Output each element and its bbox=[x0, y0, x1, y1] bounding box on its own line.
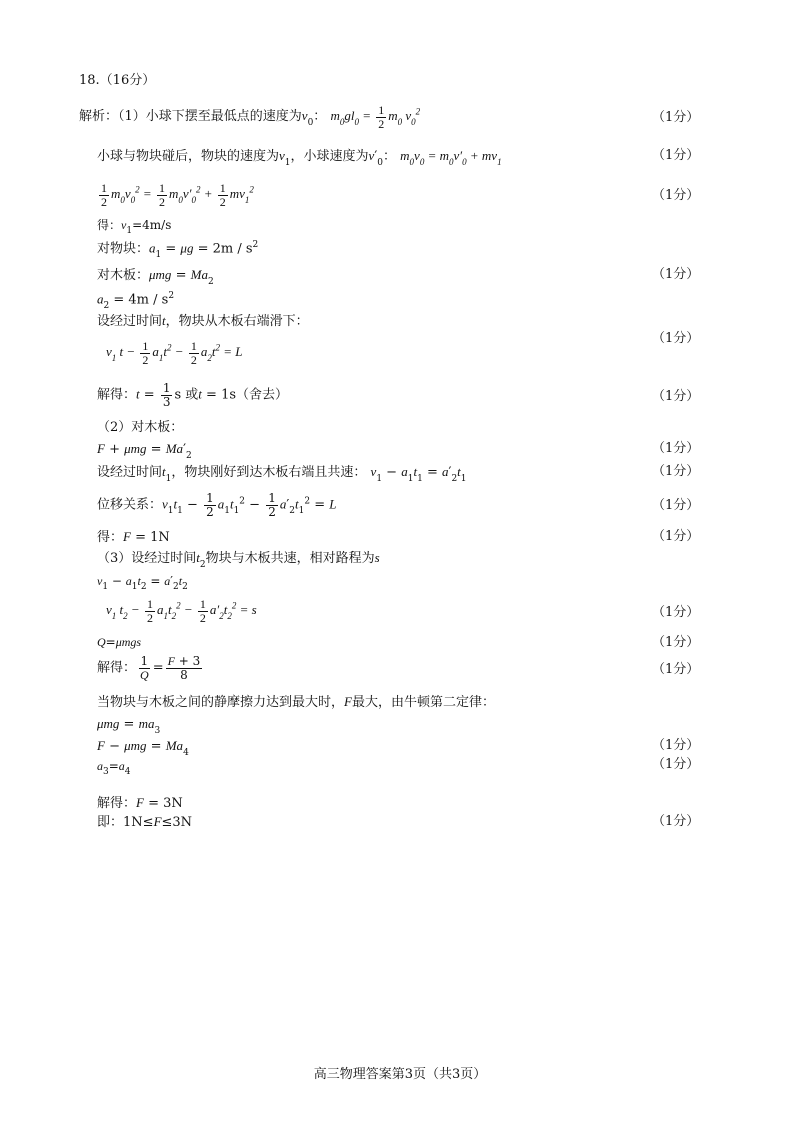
score-label: （1分） bbox=[652, 738, 700, 753]
score-label: （1分） bbox=[652, 267, 700, 282]
equation: $m_0v_0 = m_0v'_0 + mv_1$ bbox=[400, 148, 502, 167]
score-label: （1分） bbox=[652, 635, 700, 650]
solution-line-1: 解析：（1）小球下摆至最低点的速度为$v_0$： $m_0gl_0$ = $\frac{1}{2}$ $m_0$ $v_0^2$ bbox=[79, 103, 421, 131]
solution-line-2: 小球与物块碰后，物块的速度为$v_1$，小球速度为$v'_0$： $m_0v_0 = m_0v'_0 + mv_1$ bbox=[97, 148, 502, 168]
solution-line-26: 即：1N≤F≤3N bbox=[97, 814, 193, 830]
score-label: （1分） bbox=[652, 498, 700, 513]
score-label: （1分） bbox=[652, 148, 700, 163]
score-label: （1分） bbox=[652, 662, 700, 677]
solution-line-24: $a_3=a_4$ bbox=[97, 759, 131, 778]
score-label: （1分） bbox=[652, 757, 700, 772]
score-label: （1分） bbox=[652, 441, 700, 456]
solution-line-13: 设经过时间$t_1$，物块刚好到达木板右端且共速： $v_1 - a_1t_1 = a'_2t_1$ bbox=[97, 464, 467, 484]
score-label: （1分） bbox=[652, 814, 700, 829]
score-label: （1分） bbox=[652, 188, 700, 203]
solution-line-12: $F + \mu mg = Ma'_2$ bbox=[97, 441, 192, 461]
solution-line-18 bbox=[106, 598, 257, 624]
score-label: （1分） bbox=[652, 529, 700, 544]
solution-line-9 bbox=[106, 340, 242, 366]
equation: $v_1$ t − $\frac{1}{2}$ $a_1t^2$ − $\frac{1}{2}$ $a_2t^2 = L$ bbox=[106, 339, 243, 367]
solution-line-11: （2）对木板： bbox=[97, 420, 184, 435]
solution-line-19: Q=μmgs bbox=[97, 635, 142, 649]
score-label: （1分） bbox=[652, 331, 700, 346]
equation: $v_1$ $t_2$ − $\frac{1}{2}$ $a_1t_2^2$ − $\frac{1}{2}$ $a'_2t_2^2 = s$ bbox=[106, 597, 257, 625]
score-label: （1分） bbox=[652, 605, 700, 620]
equation: $\frac{1}{2}$ $m_0v_0^2$ = $\frac{1}{2}$ $m_0v'_0^2$ + $\frac{1}{2}$ $mv_1^2$ bbox=[101, 181, 254, 209]
solution-line-10: 解得：t = $\frac{1}{3}$ s 或t = 1s（舍去） bbox=[97, 381, 289, 409]
score-label: （1分） bbox=[652, 464, 700, 479]
solution-line-21: 当物块与木板之间的静摩擦力达到最大时，F最大，由牛顿第二定律： bbox=[97, 694, 495, 710]
score-label: （1分） bbox=[652, 389, 700, 404]
problem-header: 18.（16分） bbox=[79, 73, 156, 88]
solution-line-25: 解得：F = 3N bbox=[97, 795, 183, 811]
solution-line-8: 设经过时间t，物块从木板右端滑下： bbox=[97, 313, 309, 329]
solution-line-14: 位移关系：$v_1t_1$ − $\frac{1}{2}$ $a_1t_1^2$ − $\frac{1}{2}$ $a'_2t_1^2 = L$ bbox=[97, 491, 337, 519]
equation: $m_0gl_0$ = $\frac{1}{2}$ $m_0$ $v_0^2$ bbox=[330, 103, 421, 131]
solution-line-15: 得：F = 1N bbox=[97, 529, 170, 545]
solution-line-3 bbox=[97, 182, 254, 208]
solution-line-6: 对木板：$\mu mg = Ma_2$ bbox=[97, 267, 214, 287]
solution-line-23: $F - \mu mg = Ma_4$ bbox=[97, 738, 189, 758]
solution-line-22: $\mu mg = ma_3$ bbox=[97, 716, 161, 736]
solution-line-4: 得：$v_1=4m/s$ bbox=[97, 218, 172, 237]
page-footer: 高三物理答案第3页（共3页） bbox=[313, 1067, 487, 1082]
solution-line-5: 对物块：$a_1 = \mu g = 2m / s^2$ bbox=[97, 240, 259, 260]
solution-line-7: $a_2 = 4m / s^2$ bbox=[97, 291, 175, 311]
solution-line-17: $v_1 - a_1t_2 = a'_2t_2$ bbox=[97, 574, 188, 593]
solution-line-20: 解得： $\frac{1}{Q}$ = $\frac{F + 3}{8}$ bbox=[97, 654, 201, 682]
solution-line-16: （3）设经过时间$t_2$物块与木板共速，相对路程为s bbox=[97, 550, 380, 570]
line-text: 解析：（1）小球下摆至最低点的速度为 bbox=[79, 109, 302, 125]
score-label: （1分） bbox=[652, 110, 700, 125]
